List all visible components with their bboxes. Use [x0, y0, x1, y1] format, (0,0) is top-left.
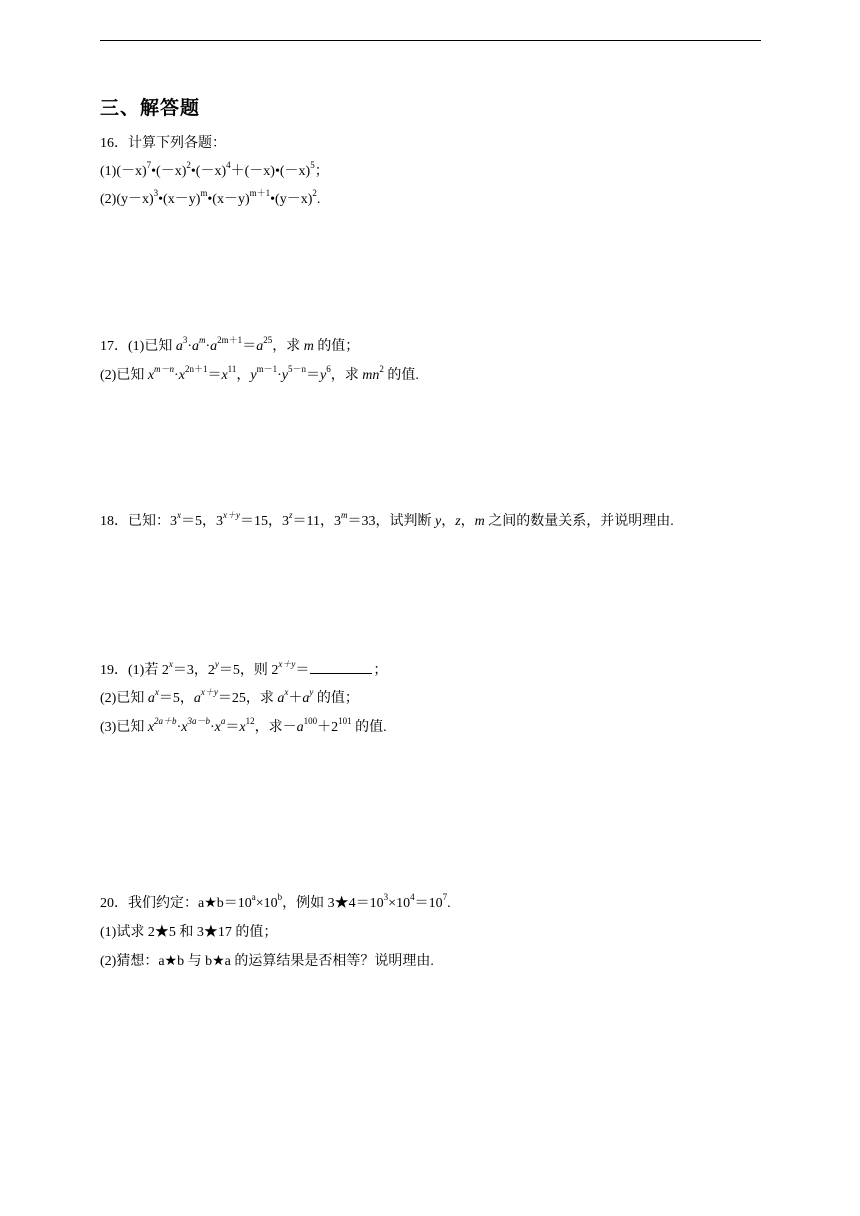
q19-part2: (2)已知 $a^x=5$，$a^{x+y}=25$，求 $a^x+a^y$ 的值；	[100, 687, 359, 706]
q18-text: 18．已知：$3^x=5$，$3^{x+y}=15$，$3^z=11$，$3^m=33$，试判断 y，z，m 之间的数量关系，并说明理由.	[100, 510, 674, 529]
q17-part1: 17．(1)已知 $a^3\cdot a^m\cdot a^{2m+1}=a^{25}$，求 m 的值；	[100, 335, 360, 354]
section-title: 三、解答题	[100, 97, 201, 119]
q19-part3: (3)已知 $x^{2a+b}\cdot x^{3a-b}\cdot x^a=x^{12}$，求$-a^{100}+2^{101}$ 的值.	[100, 716, 387, 735]
q16-part2: $(2)(y-x)^3•(x-y)^m•(x-y)^{m+1}•(y-x)^2$.	[100, 188, 321, 207]
q17-part2: (2)已知 $x^{m-n}\cdot x^{2n+1}=x^{11}$，$y^{m-1}\cdot y^{5-n}=y^6$，求 $mn^2$ 的值.	[100, 364, 419, 383]
q16-part1: $(1)(-x)^7•(-x)^2•(-x)^4+(-x)•(-x)^5$；	[100, 160, 329, 179]
q19-part1: 19．(1)若 $2^x=3$，$2^y=5$，则 $2^{x+y}=$ ；	[100, 659, 388, 678]
q16-stem: 16．计算下列各题：	[100, 136, 226, 151]
header-rule	[100, 40, 761, 41]
q20-part3: (2)猜想：a★b 与 b★a 的运算结果是否相等？说明理由.	[100, 954, 434, 969]
q20-part2: (1)试求 2★5 和 3★17 的值；	[100, 925, 278, 940]
answer-blank	[310, 661, 372, 674]
q20-part1: 20．我们约定：$a★b=10^a\times 10^b$，例如 $3★4=10^3\times 10^4=10^7$.	[100, 892, 451, 911]
